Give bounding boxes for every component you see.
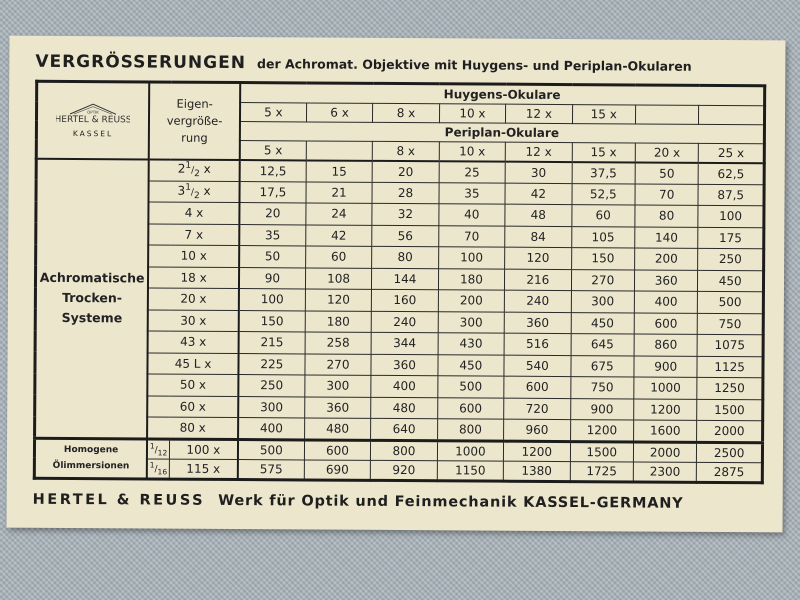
periplan-col-header: 10 x	[439, 142, 506, 161]
magnification-value: 35	[239, 224, 306, 246]
objective-magnification: 60 x	[147, 395, 238, 417]
magnification-value: 60	[305, 246, 372, 268]
magnification-value: 600	[504, 376, 571, 398]
immersion-frac-den: 16	[157, 466, 168, 476]
magnification-value: 60	[571, 205, 635, 227]
magnification-value: 300	[571, 291, 635, 313]
magnification-value: 150	[239, 310, 306, 332]
magnification-value: 240	[504, 290, 571, 312]
magnification-value: 70	[438, 225, 505, 247]
magnification-value: 258	[305, 332, 372, 354]
magnification-value: 180	[438, 268, 505, 290]
immersion-row	[34, 438, 762, 462]
huygens-col-header	[635, 105, 699, 124]
huygens-col-header: 15 x	[572, 105, 636, 124]
card-subtitle: der Achromat. Objektive mit Huygens- und Periplan-Okularen	[257, 56, 692, 74]
card-footer	[33, 492, 773, 513]
magnification-value: 675	[570, 355, 634, 377]
magnification-value: 50	[635, 162, 699, 184]
magnification-frac-den: 2	[193, 190, 200, 201]
magnification-value: 575	[238, 459, 305, 479]
periplan-col-header: 25 x	[699, 143, 765, 162]
eigen-header-line: vergröße-	[166, 113, 223, 128]
magnification-value: 1200	[634, 398, 698, 420]
periplan-col-header	[306, 141, 373, 160]
periplan-col-header: 8 x	[372, 141, 439, 160]
eigen-header-line: Eigen-	[176, 96, 213, 111]
magnification-value: 52,5	[572, 183, 636, 205]
magnification-value: 2300	[633, 461, 697, 481]
magnification-value: 25	[439, 161, 506, 183]
footer-text: Werk für Optik und Feinmechanik KASSEL-GERMANY	[218, 492, 684, 512]
magnification-value: 56	[372, 225, 439, 247]
magnification-value: 200	[635, 248, 699, 270]
magnification-value: 175	[698, 227, 764, 249]
magnification-value: 240	[371, 311, 438, 333]
magnification-value: 70	[635, 183, 699, 205]
logo-cell	[36, 81, 149, 159]
magnification-value: 250	[238, 375, 305, 397]
logo-city: KASSEL	[72, 129, 114, 139]
magnification-table	[33, 80, 766, 484]
objective-magnification	[149, 159, 240, 181]
magnification-value: 150	[571, 248, 635, 270]
objective-magnification: 100 x	[169, 439, 238, 459]
immersion-frac-num: 1	[149, 460, 155, 470]
magnification-value: 540	[504, 355, 571, 377]
magnification-value: 87,5	[698, 184, 764, 206]
magnification-value: 80	[372, 246, 439, 268]
magnification-frac-num: 1	[185, 161, 192, 172]
magnification-value: 2000	[697, 420, 763, 442]
periplan-header: Periplan-Okulare	[240, 122, 765, 144]
magnification-value: 1600	[634, 420, 698, 442]
magnification-value: 450	[571, 312, 635, 334]
magnification-value: 400	[634, 291, 698, 313]
magnification-whole: 3	[177, 183, 186, 198]
magnification-value: 100	[239, 289, 306, 311]
periplan-col-header: 12 x	[505, 142, 572, 161]
objective-magnification: 20 x	[148, 288, 239, 310]
magnification-value: 360	[634, 269, 698, 291]
magnification-value: 225	[238, 353, 305, 375]
magnification-value: 37,5	[572, 162, 636, 184]
magnification-value: 1500	[697, 399, 763, 421]
magnification-value: 105	[571, 226, 635, 248]
huygens-col-header: 12 x	[506, 104, 573, 123]
magnification-value: 100	[698, 205, 764, 227]
immersion-label	[34, 438, 147, 479]
periplan-col-header: 20 x	[635, 143, 699, 162]
magnification-value: 344	[371, 332, 438, 354]
magnification-value: 17,5	[239, 181, 306, 203]
objective-magnification: 50 x	[148, 374, 239, 396]
magnification-value: 35	[439, 182, 506, 204]
card-title: VERGRÖSSERUNGEN	[35, 51, 247, 74]
magnification-value: 600	[304, 439, 371, 459]
magnification-value: 100	[438, 247, 505, 269]
magnification-value: 50	[239, 246, 306, 268]
objective-magnification: 80 x	[147, 417, 238, 439]
eigen-header-line: rung	[181, 130, 208, 145]
magnification-value: 270	[571, 269, 635, 291]
magnification-value: 516	[504, 333, 571, 355]
magnification-value: 600	[437, 397, 504, 419]
magnification-value: 450	[438, 354, 505, 376]
magnification-value: 84	[505, 226, 572, 248]
magnification-value: 144	[372, 268, 439, 290]
magnification-value: 1380	[503, 461, 570, 481]
objective-magnification: 4 x	[149, 202, 240, 224]
huygens-col-header	[699, 105, 765, 124]
periplan-col-header: 15 x	[572, 143, 636, 162]
hertel-reuss-logo-icon	[56, 101, 130, 127]
magnification-value: 1200	[570, 420, 634, 442]
magnification-value: 160	[372, 289, 439, 311]
magnification-value: 360	[504, 312, 571, 334]
dry-systems-label	[35, 158, 149, 438]
magnification-value: 1725	[570, 461, 634, 481]
magnification-value: 1200	[504, 441, 571, 461]
card-heading	[35, 52, 775, 77]
magnification-value: 500	[238, 439, 305, 459]
magnification-value: 860	[634, 334, 698, 356]
immersion-fraction	[147, 438, 169, 458]
magnification-value: 28	[372, 182, 439, 204]
immersion-label-line: Ölimmersionen	[52, 460, 130, 472]
magnification-value: 140	[635, 226, 699, 248]
magnification-value: 960	[504, 419, 571, 441]
magnification-value: 180	[305, 310, 372, 332]
magnification-value: 12,5	[239, 160, 306, 182]
magnification-value: 1000	[634, 377, 698, 399]
magnification-value: 42	[306, 224, 373, 246]
fraction-slash: /	[190, 187, 195, 198]
magnification-value: 500	[698, 291, 764, 313]
magnification-value: 40	[439, 204, 506, 226]
magnification-value: 800	[437, 419, 504, 441]
objective-magnification: 18 x	[148, 266, 239, 288]
objective-magnification: 43 x	[148, 331, 239, 353]
magnification-value: 20	[239, 203, 306, 225]
fraction-slash: /	[154, 445, 158, 456]
magnification-value: 600	[634, 312, 698, 334]
magnification-value: 2500	[697, 442, 763, 462]
magnification-suffix: x	[199, 162, 211, 177]
eigen-header	[149, 82, 240, 160]
magnification-value: 920	[371, 460, 438, 480]
fraction-slash: /	[154, 464, 158, 475]
magnification-whole: 2	[177, 161, 186, 177]
magnification-value: 360	[371, 354, 438, 376]
objective-magnification: 115 x	[169, 459, 238, 479]
magnification-value: 800	[371, 440, 438, 460]
dry-system-row	[36, 158, 764, 184]
magnification-value: 120	[505, 247, 572, 269]
magnification-value: 645	[571, 334, 635, 356]
magnification-suffix: x	[199, 183, 211, 198]
huygens-col-header: 10 x	[439, 104, 506, 123]
magnification-value: 270	[305, 353, 372, 375]
immersion-frac-num: 1	[149, 441, 155, 451]
dry-systems-label-line: Trocken-	[62, 289, 123, 306]
magnification-value: 1000	[437, 440, 504, 460]
magnification-value: 450	[698, 270, 764, 292]
magnification-value: 42	[505, 183, 572, 205]
objective-magnification: 10 x	[148, 245, 239, 267]
magnification-value: 360	[304, 396, 371, 418]
huygens-col-header: 6 x	[306, 103, 373, 122]
magnification-value: 750	[698, 313, 764, 335]
objective-magnification: 7 x	[148, 223, 239, 245]
magnification-value: 120	[305, 289, 372, 311]
hertel-reuss-logo	[56, 101, 130, 138]
magnification-value: 250	[698, 248, 764, 270]
objective-magnification: 45 L x	[148, 352, 239, 374]
dry-systems-label-line: Achromatische	[39, 269, 145, 286]
magnification-value: 900	[634, 355, 698, 377]
immersion-fraction	[147, 458, 169, 478]
magnification-value: 1075	[697, 334, 763, 356]
magnification-value: 750	[570, 377, 634, 399]
magnification-value: 480	[371, 397, 438, 419]
magnification-value: 62,5	[699, 162, 765, 184]
huygens-col-header: 8 x	[373, 103, 440, 122]
magnification-value: 720	[504, 398, 571, 420]
huygens-header: Huygens-Okulare	[240, 83, 765, 106]
magnification-value: 15	[306, 160, 373, 182]
magnification-card	[7, 36, 786, 533]
magnification-value: 400	[238, 418, 305, 440]
magnification-value: 90	[239, 267, 306, 289]
immersion-label-line: Homogene	[63, 444, 119, 456]
magnification-value: 20	[372, 160, 439, 182]
magnification-value: 1125	[697, 356, 763, 378]
magnification-value: 32	[372, 203, 439, 225]
magnification-value: 1250	[697, 377, 763, 399]
magnification-value: 30	[505, 161, 572, 183]
magnification-value: 500	[437, 376, 504, 398]
magnification-value: 215	[238, 332, 305, 354]
magnification-value: 21	[306, 181, 373, 203]
footer-brand: HERTEL & REUSS	[32, 491, 206, 509]
magnification-value: 640	[371, 418, 438, 440]
magnification-value: 300	[238, 396, 305, 418]
magnification-value: 80	[635, 205, 699, 227]
magnification-value: 430	[438, 333, 505, 355]
magnification-value: 2000	[633, 441, 697, 461]
objective-magnification	[149, 180, 240, 202]
magnification-value: 900	[570, 398, 634, 420]
magnification-frac-den: 2	[194, 169, 200, 180]
magnification-value: 690	[304, 459, 371, 479]
magnification-value: 108	[305, 267, 372, 289]
magnification-value: 216	[505, 269, 572, 291]
logo-brand-text: HERTEL & REUSS	[56, 115, 131, 126]
magnification-value: 48	[505, 204, 572, 226]
periplan-col-header: 5 x	[240, 141, 307, 160]
huygens-col-header: 5 x	[240, 103, 307, 122]
fraction-slash: /	[191, 166, 195, 177]
magnification-value: 400	[371, 375, 438, 397]
magnification-value: 200	[438, 290, 505, 312]
magnification-value: 1500	[570, 441, 634, 461]
magnification-value: 300	[438, 311, 505, 333]
logo-sub-text: OPTIK	[87, 109, 100, 115]
magnification-value: 2875	[697, 462, 763, 482]
magnification-value: 480	[304, 418, 371, 440]
magnification-value: 24	[306, 203, 373, 225]
objective-magnification: 30 x	[148, 309, 239, 331]
immersion-frac-den: 12	[157, 447, 168, 457]
magnification-frac-num: 1	[185, 182, 192, 193]
dry-systems-label-line: Systeme	[61, 309, 123, 326]
magnification-value: 300	[305, 375, 372, 397]
magnification-value: 1150	[437, 460, 504, 480]
